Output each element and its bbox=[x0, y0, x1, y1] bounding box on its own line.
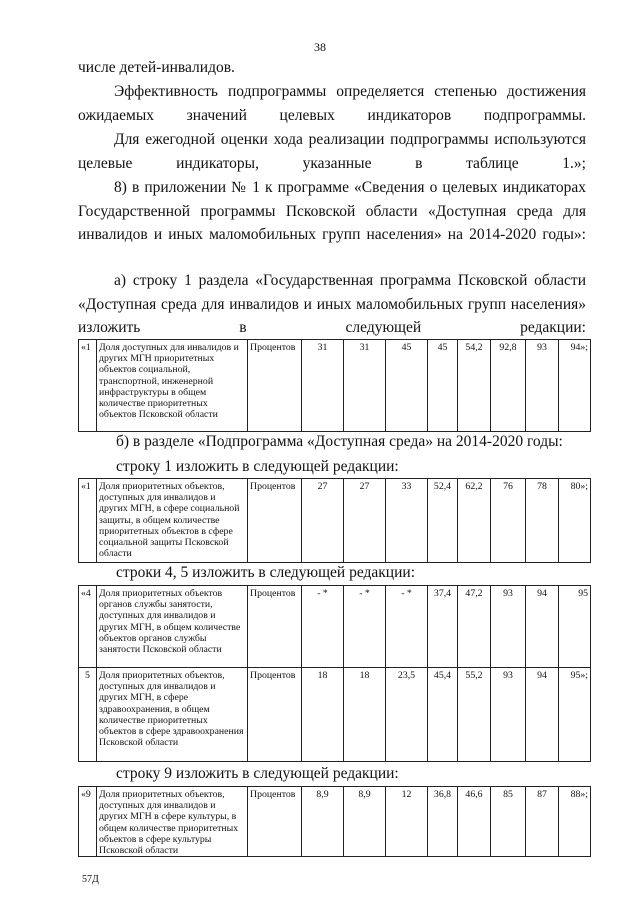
unit-cell: Процентов bbox=[248, 586, 302, 668]
table-row bbox=[79, 668, 591, 762]
row-number-cell: «1 bbox=[79, 340, 97, 432]
value-cell: 46,6 bbox=[458, 787, 491, 857]
value-cell: 93 bbox=[526, 340, 559, 432]
table-subprogram-rows-4-5 bbox=[78, 585, 591, 762]
value-cell: 93 bbox=[491, 668, 526, 762]
value-cell: 18 bbox=[302, 668, 344, 762]
indicator-description-cell: Доля приоритетных объектов, доступных для инвалидов и других МГН в сфере культуры, в общем количестве приоритетных объектов в сфере культуры Псковской области bbox=[97, 787, 248, 857]
subheading-rows-4-5: строки 4, 5 изложить в следующей редакции: bbox=[116, 564, 416, 581]
unit-cell: Процентов bbox=[248, 479, 302, 563]
value-cell: 45 bbox=[428, 340, 458, 432]
value-cell: 45,4 bbox=[428, 668, 458, 762]
table-subprogram-row-9 bbox=[78, 786, 591, 857]
unit-cell: Процентов bbox=[248, 787, 302, 857]
value-cell: 33 bbox=[386, 479, 428, 563]
page-number: 38 bbox=[314, 40, 326, 54]
table-row bbox=[79, 586, 591, 668]
value-cell: 88»; bbox=[559, 787, 591, 857]
table-row bbox=[79, 787, 591, 857]
value-cell: 45 bbox=[386, 340, 428, 432]
value-cell: 36,8 bbox=[428, 787, 458, 857]
paragraph-effectiveness: Эффективность подпрограммы определяется степенью достижения ожидаемых значений целевых индикаторов подпрограммы. bbox=[78, 83, 586, 124]
footer-code: 57Д bbox=[82, 874, 99, 885]
value-cell: 95»; bbox=[559, 668, 591, 762]
value-cell: 12 bbox=[386, 787, 428, 857]
paragraph-item-a: а) строку 1 раздела «Государственная программа Псковской области «Доступная среда для инвалидов и иных маломобильных групп населения» изложить в следующей редакции: bbox=[78, 272, 586, 337]
value-cell: 95 bbox=[559, 586, 591, 668]
value-cell: 80»; bbox=[559, 479, 591, 563]
value-cell: 87 bbox=[526, 787, 559, 857]
value-cell: 55,2 bbox=[458, 668, 491, 762]
value-cell: 31 bbox=[344, 340, 386, 432]
unit-cell: Процентов bbox=[248, 340, 302, 432]
value-cell: 94 bbox=[526, 586, 559, 668]
row-number-cell: «9 bbox=[79, 787, 97, 857]
indicator-description-cell: Доля приоритетных объектов, доступных для инвалидов и других МГН, в сфере здравоохранения, в общем количестве приоритетных объектов в сфере здравоохранения Псковской области bbox=[97, 668, 248, 762]
value-cell: 92,8 bbox=[491, 340, 526, 432]
paragraph-continuation: числе детей-инвалидов. bbox=[78, 59, 235, 76]
value-cell: 94 bbox=[526, 668, 559, 762]
value-cell: - * bbox=[302, 586, 344, 668]
value-cell: 18 bbox=[344, 668, 386, 762]
paragraph-annual-assessment: Для ежегодной оценки хода реализации подпрограммы используются целевые индикаторы, указанные в таблице 1.»; bbox=[78, 131, 586, 172]
value-cell: 23,5 bbox=[386, 668, 428, 762]
value-cell: 8,9 bbox=[344, 787, 386, 857]
subheading-section-b: б) в разделе «Подпрограмма «Доступная среда» на 2014-2020 годы: bbox=[116, 433, 563, 450]
value-cell: 52,4 bbox=[428, 479, 458, 563]
value-cell: 62,2 bbox=[458, 479, 491, 563]
row-number-cell: 5 bbox=[79, 668, 97, 762]
unit-cell: Процентов bbox=[248, 668, 302, 762]
value-cell: - * bbox=[386, 586, 428, 668]
paragraph-appendix-8: 8) в приложении № 1 к программе «Сведения о целевых индикаторах Государственной программы Псковской области «Доступная среда для инвалидов и иных маломобильных групп населения» на 2014-2020 годы»: bbox=[78, 179, 586, 244]
table-row bbox=[79, 479, 591, 563]
indicator-description-cell: Доля доступных для инвалидов и других МГН приоритетных объектов социальной, транспортной, инженерной инфраструктуры в общем количестве приоритетных объектов Псковской области bbox=[97, 340, 248, 432]
value-cell: 37,4 bbox=[428, 586, 458, 668]
table-state-program-row-1 bbox=[78, 339, 591, 432]
value-cell: 27 bbox=[344, 479, 386, 563]
value-cell: 47,2 bbox=[458, 586, 491, 668]
value-cell: 94»; bbox=[559, 340, 591, 432]
value-cell: 93 bbox=[491, 586, 526, 668]
value-cell: 54,2 bbox=[458, 340, 491, 432]
subheading-row-1: строку 1 изложить в следующей редакции: bbox=[116, 458, 399, 475]
row-number-cell: «1 bbox=[79, 479, 97, 563]
value-cell: 31 bbox=[302, 340, 344, 432]
subheading-row-9: строку 9 изложить в следующей редакции: bbox=[116, 765, 399, 782]
value-cell: 85 bbox=[491, 787, 526, 857]
value-cell: 27 bbox=[302, 479, 344, 563]
table-row bbox=[79, 340, 591, 432]
indicator-description-cell: Доля приоритетных объектов органов службы занятости, доступных для инвалидов и других МГН, в общем количестве объектов органов службы занятости Псковской области bbox=[97, 586, 248, 668]
value-cell: 8,9 bbox=[302, 787, 344, 857]
value-cell: 78 bbox=[526, 479, 559, 563]
value-cell: - * bbox=[344, 586, 386, 668]
row-number-cell: «4 bbox=[79, 586, 97, 668]
indicator-description-cell: Доля приоритетных объектов, доступных для инвалидов и других МГН, в сфере социальной защиты, в общем количестве приоритетных объектов в сфере социальной защиты Псковской области bbox=[97, 479, 248, 563]
value-cell: 76 bbox=[491, 479, 526, 563]
table-subprogram-row-1 bbox=[78, 478, 591, 563]
